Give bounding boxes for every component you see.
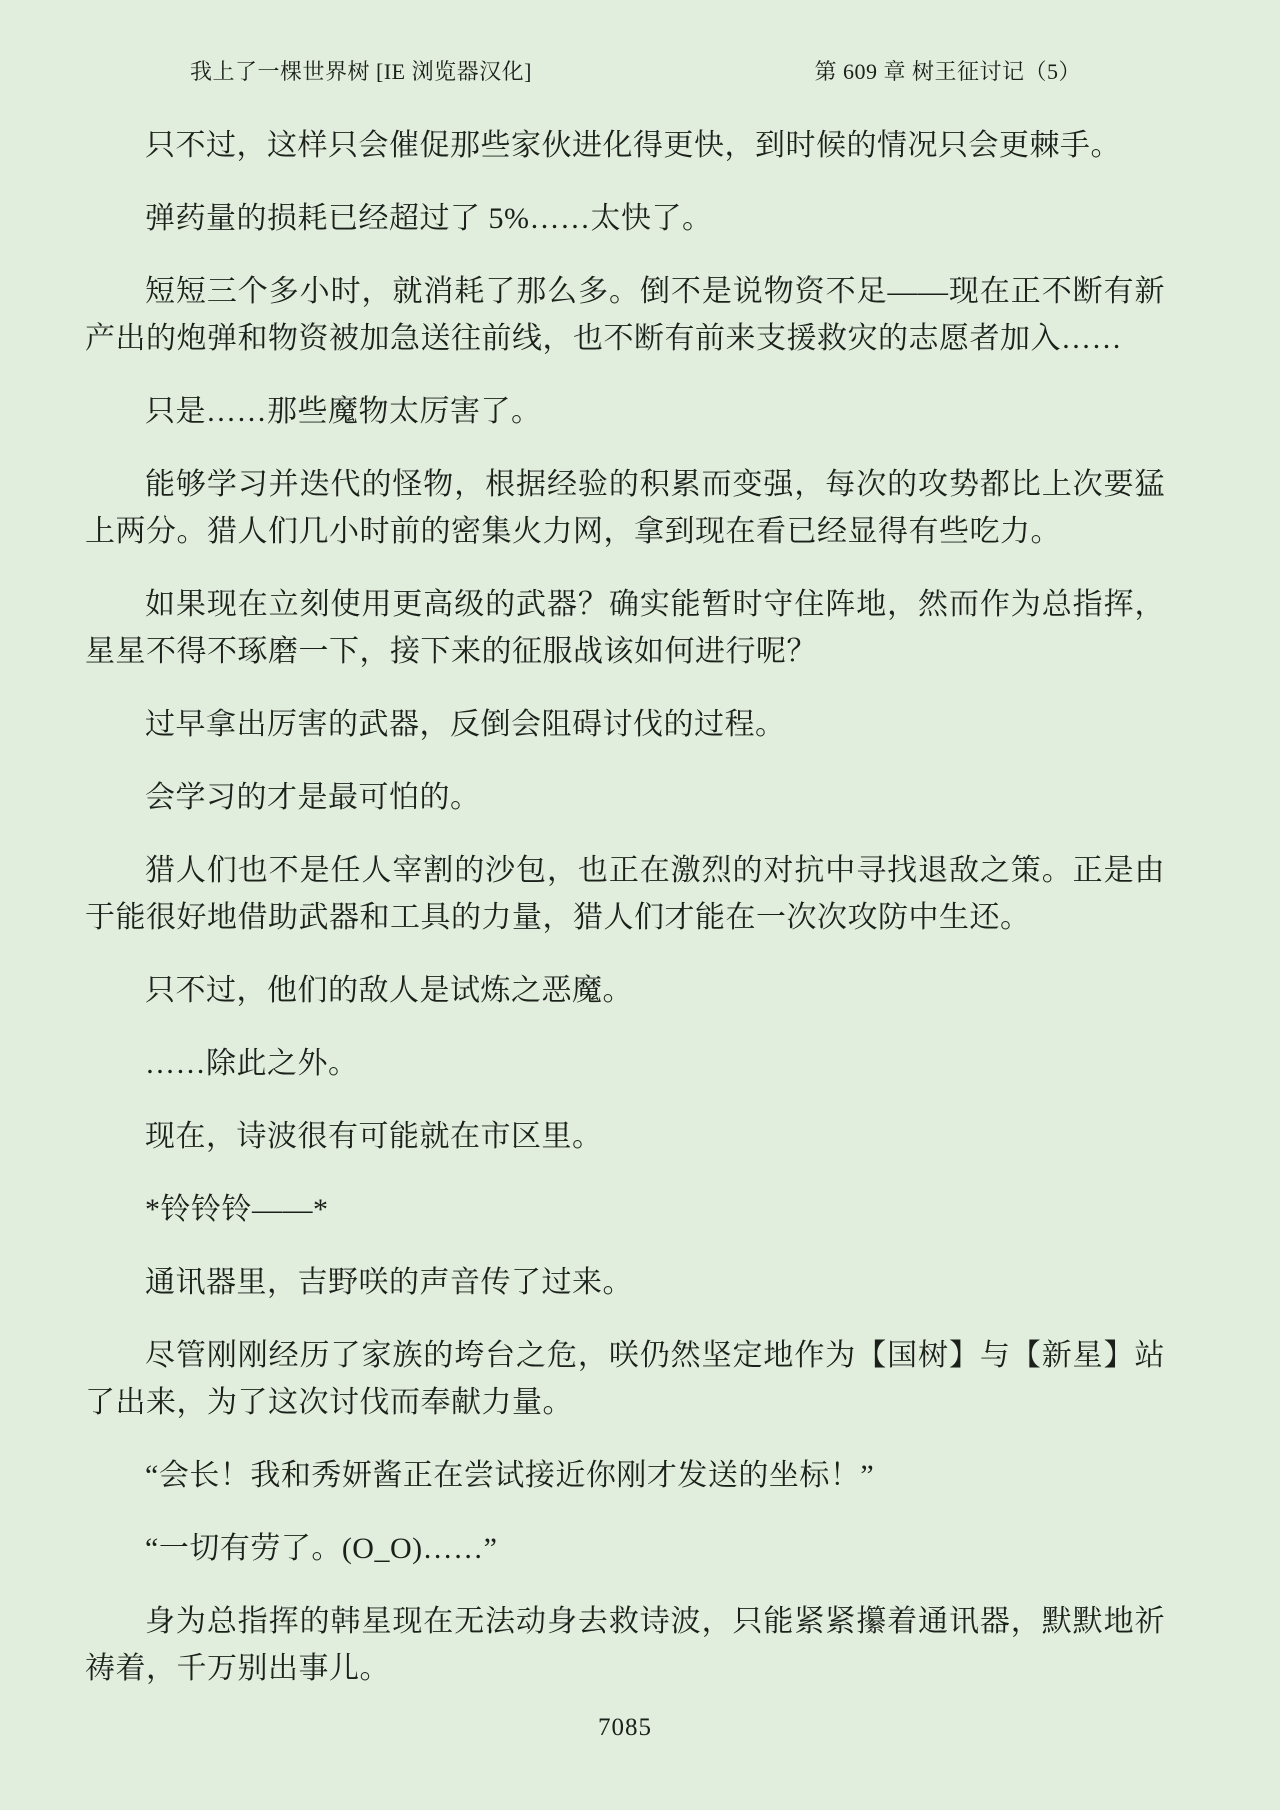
paragraph: 身为总指挥的韩星现在无法动身去救诗波，只能紧紧攥着通讯器，默默地祈祷着，千万别出事儿。 (85, 1605, 1165, 1685)
paragraph: 能够学习并迭代的怪物，根据经验的积累而变强，每次的攻势都比上次要猛上两分。猎人们几小时前的密集火力网，拿到现在看已经显得有些吃力。 (85, 468, 1165, 548)
paragraph: 通讯器里，吉野咲的声音传了过来。 (145, 1266, 633, 1299)
page-number: 7085 (598, 1714, 652, 1741)
paragraph: ……除此之外。 (145, 1047, 359, 1080)
paragraph: 现在，诗波很有可能就在市区里。 (145, 1120, 603, 1153)
paragraph: 尽管刚刚经历了家族的垮台之危，咲仍然坚定地作为【国树】与【新星】站了出来，为了这次讨伐而奉献力量。 (85, 1339, 1165, 1419)
book-title: 我上了一棵世界树 [IE 浏览器汉化] (190, 59, 532, 84)
paragraph: 过早拿出厉害的武器，反倒会阻碍讨伐的过程。 (145, 708, 786, 741)
paragraph: *铃铃铃——* (145, 1193, 329, 1226)
paragraph: 只不过，这样只会催促那些家伙进化得更快，到时候的情况只会更棘手。 (145, 129, 1121, 162)
paragraph: 只是……那些魔物太厉害了。 (145, 395, 542, 428)
paragraph: “会长！我和秀妍酱正在尝试接近你刚才发送的坐标！” (145, 1459, 875, 1492)
paragraph: 弹药量的损耗已经超过了 5%……太快了。 (145, 202, 713, 235)
paragraph: 会学习的才是最可怕的。 (145, 781, 481, 814)
page-body (85, 122, 1165, 1718)
chapter-title: 第 609 章 树王征讨记（5） (814, 59, 1081, 84)
paragraph: “一切有劳了。(O_O)……” (145, 1532, 498, 1565)
page-footer (85, 1712, 1165, 1744)
paragraph: 猎人们也不是任人宰割的沙包，也正在激烈的对抗中寻找退敌之策。正是由于能很好地借助武器和工具的力量，猎人们才能在一次次攻防中生还。 (85, 854, 1165, 934)
paragraph: 只不过，他们的敌人是试炼之恶魔。 (145, 974, 633, 1007)
paragraph: 如果现在立刻使用更高级的武器？确实能暂时守住阵地，然而作为总指挥，星星不得不琢磨一下，接下来的征服战该如何进行呢？ (85, 588, 1165, 668)
paragraph: 短短三个多小时，就消耗了那么多。倒不是说物资不足——现在正不断有新产出的炮弹和物资被加急送往前线，也不断有前来支援救灾的志愿者加入…… (85, 275, 1165, 355)
page-header (0, 56, 1280, 88)
